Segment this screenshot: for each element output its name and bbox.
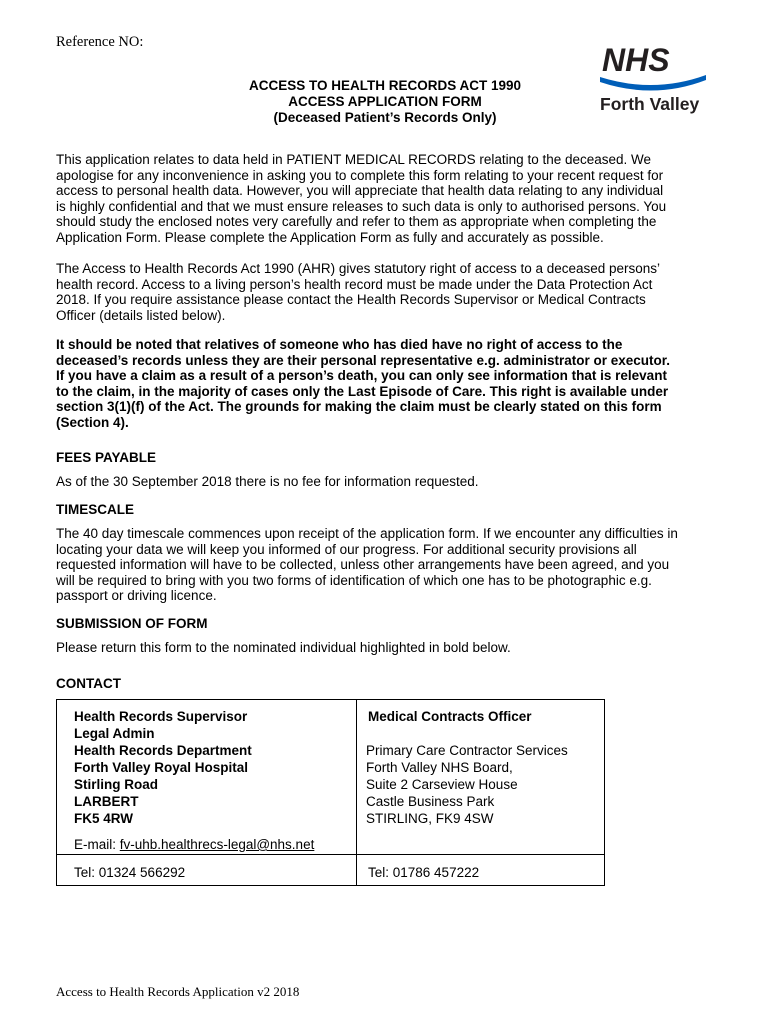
- intro-line: This application relates to data held in PATIENT MEDICAL RECORDS relating to the deceased. We: [56, 152, 652, 167]
- nhs-logo-brand: NHS: [602, 42, 670, 78]
- email-label: E-mail:: [74, 837, 120, 852]
- notice-line: (Section 4).: [56, 414, 129, 430]
- intro-paragraph: [56, 152, 720, 246]
- ahr-paragraph: [56, 261, 720, 323]
- title-line-2: ACCESS APPLICATION FORM: [288, 94, 482, 109]
- title-line-1: ACCESS TO HEALTH RECORDS ACT 1990: [248, 78, 522, 93]
- timescale-line: requested information will have to be collected, unless other arrangements have been agreed, and you: [56, 557, 670, 573]
- intro-line: should study the enclosed notes very carefully and refer to them as appropriate when completing the: [56, 214, 657, 230]
- submission-text: Please return this form to the nominated individual highlighted in bold below.: [56, 640, 511, 655]
- ahr-line: The Access to Health Records Act 1990 (AHR) gives statutory right of access to a deceased persons’: [56, 261, 661, 276]
- footer-text: Access to Health Records Application v2 2018: [56, 984, 300, 999]
- fees-heading: FEES PAYABLE: [56, 450, 157, 465]
- intro-line: Application Form. Please complete the Application Form as fully and accurately as possible.: [56, 229, 604, 245]
- contracts-line: Primary Care Contractor Services: [366, 743, 568, 758]
- supervisor-address: [74, 708, 252, 827]
- notice-line: to the claim, in the majority of cases only the Last Episode of Care. This right is available under: [56, 383, 669, 399]
- supervisor-email-row: [74, 836, 314, 853]
- reference-number-label: Reference NO:: [56, 34, 144, 50]
- notice-line: If you have a claim as a result of a person’s death, you can only see information that is relevant: [56, 368, 667, 384]
- supervisor-line: Forth Valley Royal Hospital: [74, 760, 249, 775]
- supervisor-line: Legal Admin: [74, 726, 155, 741]
- ahr-line: Officer (details listed below).: [56, 307, 226, 323]
- contracts-officer-address: [366, 742, 568, 827]
- supervisor-tel: Tel: 01324 566292: [74, 865, 186, 880]
- contracts-officer-title: Medical Contracts Officer: [368, 709, 532, 724]
- ahr-line: health record. Access to a living person’s health record must be made under the Data Protection Act: [56, 276, 653, 292]
- contracts-officer-tel: Tel: 01786 457222: [368, 865, 480, 880]
- notice-line: It should be noted that relatives of someone who has died have no right of access to the: [56, 337, 623, 352]
- timescale-line: passport or driving licence.: [56, 588, 217, 604]
- contracts-line: Castle Business Park: [366, 794, 495, 809]
- supervisor-line: Health Records Supervisor: [74, 709, 248, 724]
- notice-line: section 3(1)(f) of the Act. The grounds for making the claim must be clearly stated on this form: [56, 399, 662, 415]
- supervisor-line: Stirling Road: [74, 777, 158, 792]
- table-row-divider: [57, 854, 604, 855]
- submission-heading: SUBMISSION OF FORM: [56, 616, 208, 631]
- form-title: [160, 78, 610, 126]
- nhs-logo-region: Forth Valley: [600, 94, 700, 114]
- notice-paragraph: [56, 337, 720, 431]
- timescale-line: The 40 day timescale commences upon receipt of the application form. If we encounter any difficulties in: [56, 526, 678, 541]
- intro-line: is highly confidential and that we must ensure releases to such data is only to authorised persons. You: [56, 198, 667, 214]
- contact-heading: CONTACT: [56, 676, 121, 691]
- contracts-line: Suite 2 Carseview House: [366, 777, 518, 792]
- intro-line: access to personal health data. However, you will appreciate that health data relating to any individual: [56, 183, 664, 199]
- fees-text: As of the 30 September 2018 there is no fee for information requested.: [56, 474, 479, 489]
- ahr-line: 2018. If you require assistance please contact the Health Records Supervisor or Medical Contracts: [56, 292, 646, 308]
- supervisor-line: LARBERT: [74, 794, 139, 809]
- table-column-divider: [356, 700, 357, 886]
- nhs-logo: [598, 42, 710, 116]
- contact-table: [56, 699, 605, 886]
- notice-line: deceased’s records unless they are their personal representative e.g. administrator or executor.: [56, 352, 670, 368]
- timescale-line: will be required to bring with you two forms of identification of which one has to be photographic e.g.: [56, 572, 652, 588]
- supervisor-line: Health Records Department: [74, 743, 252, 758]
- email-link[interactable]: fv-uhb.healthrecs-legal@nhs.net: [119, 837, 315, 852]
- timescale-paragraph: [56, 526, 720, 604]
- contracts-line: STIRLING, FK9 4SW: [366, 811, 494, 826]
- intro-line: apologise for any inconvenience in asking you to complete this form relating to your recent request for: [56, 167, 664, 183]
- supervisor-line: FK5 4RW: [74, 811, 134, 826]
- contracts-line: Forth Valley NHS Board,: [366, 760, 513, 775]
- timescale-heading: TIMESCALE: [56, 502, 135, 517]
- title-line-3: (Deceased Patient’s Records Only): [273, 110, 497, 125]
- timescale-line: locating your data we will keep you informed of our progress. For additional security provisions all: [56, 541, 637, 557]
